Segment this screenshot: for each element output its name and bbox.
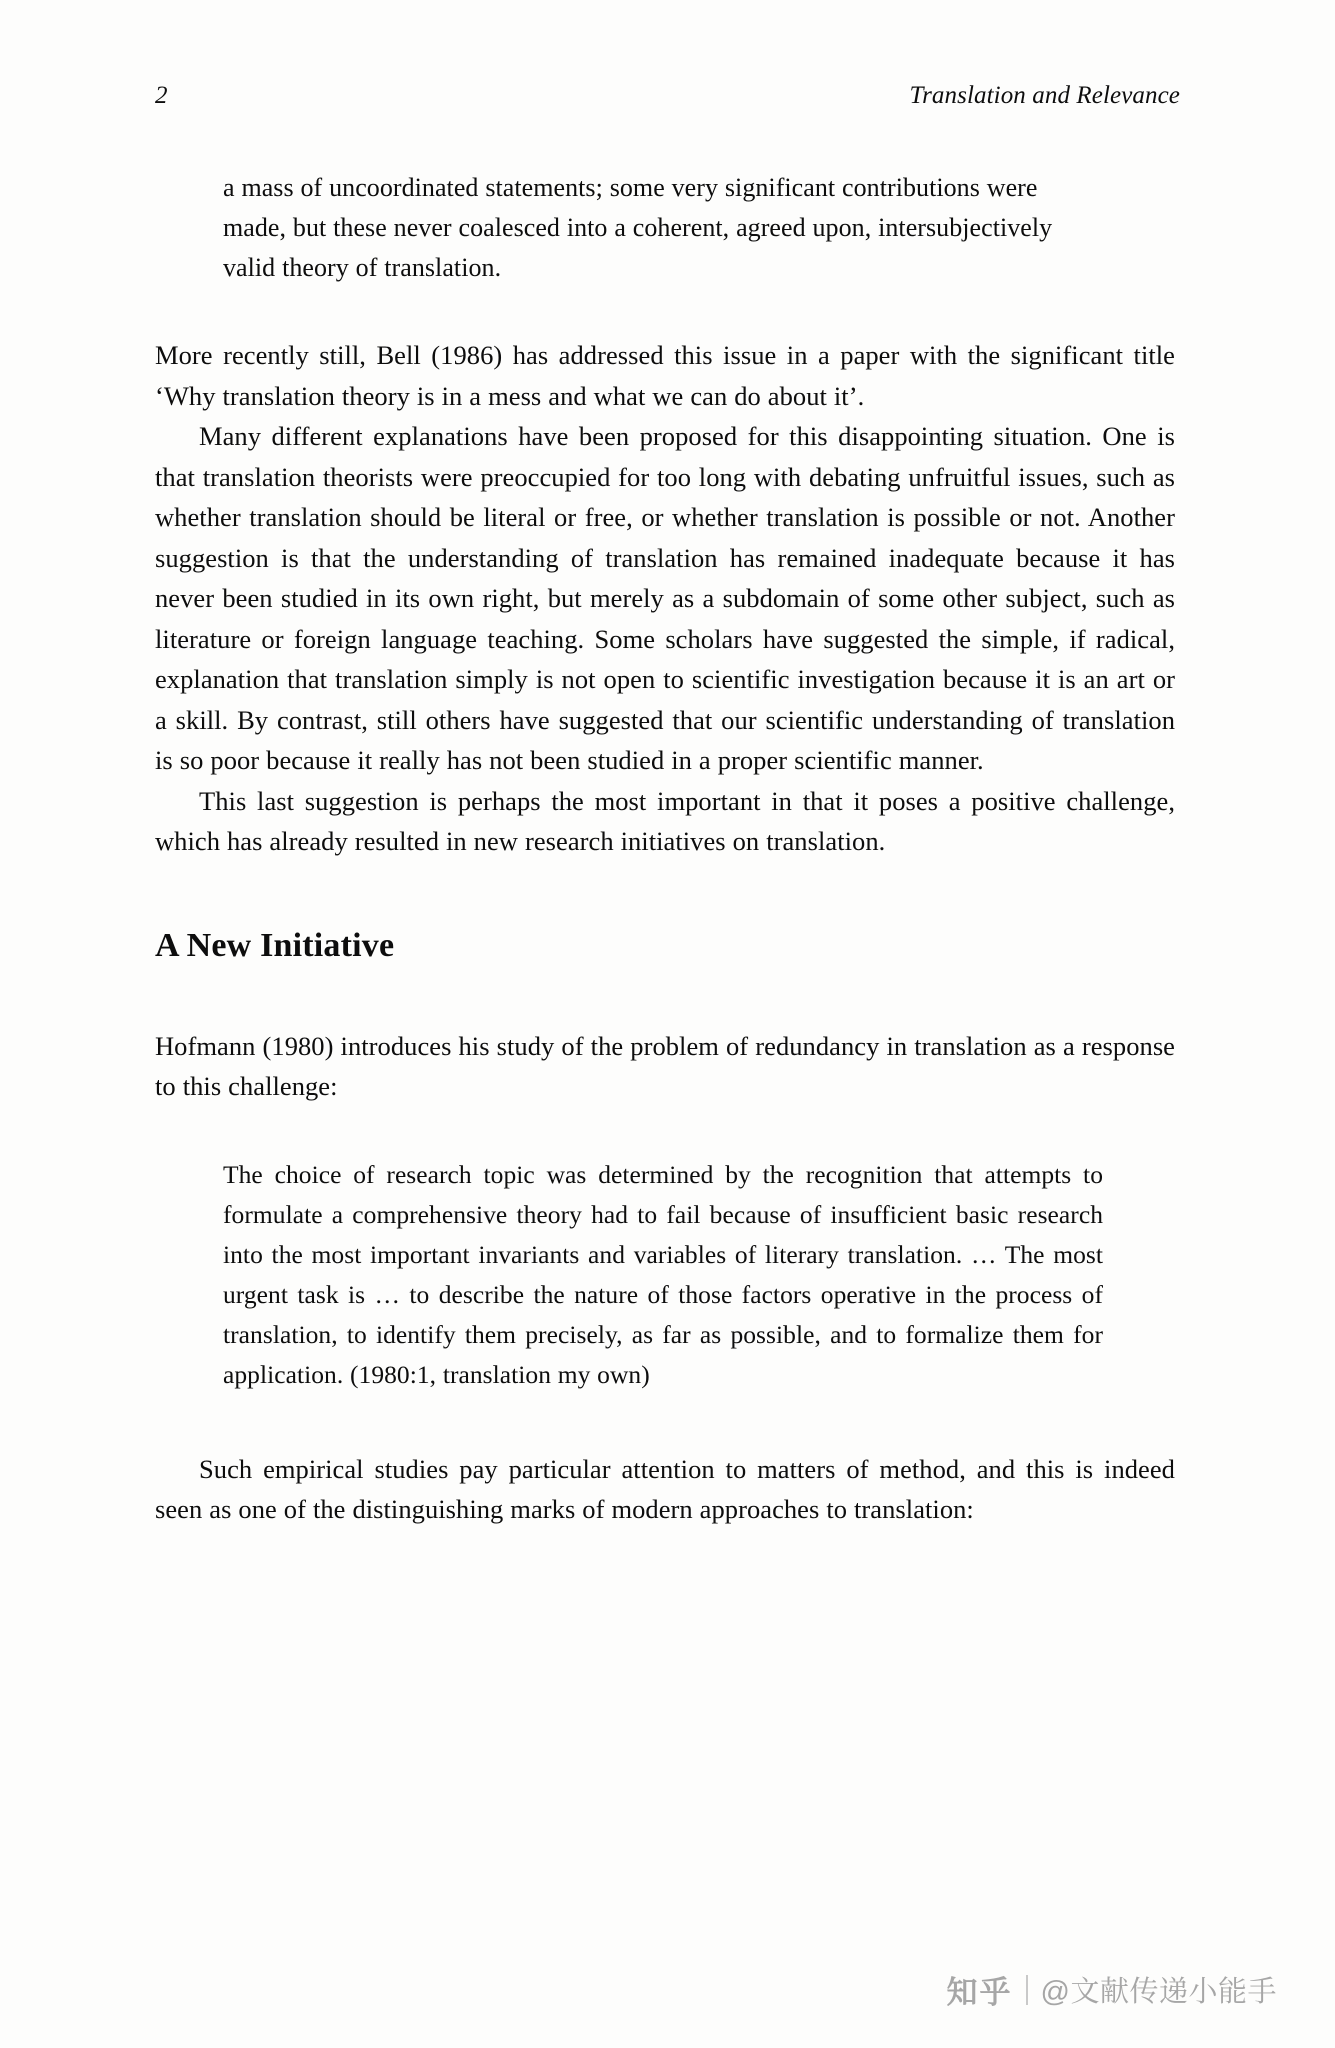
watermark xyxy=(947,1967,1277,2012)
quote-spacer-bottom xyxy=(155,1395,1175,1449)
carryover-paragraph: a mass of uncoordinated statements; some very significant contributions were made, but these never coalesced into a coherent, agreed upon, intersubjectively valid theory of translation. xyxy=(223,173,1053,282)
paragraph-hofmann-intro: Hofmann (1980) introduces his study of the problem of redundancy in translation as a response to this challenge: xyxy=(155,1030,1175,1101)
paragraph-spacer xyxy=(155,288,1175,335)
paragraph-last-suggestion: This last suggestion is perhaps the most important in that it poses a positive challenge, which has already resulted in new research initiatives on translation. xyxy=(155,785,1175,856)
blockquote-hofmann xyxy=(223,1155,1103,1395)
paragraph-explanations: Many different explanations have been proposed for this disappointing situation. One is that translation theorists were preoccupied for too long with debating unfruitful issues, such as whether translation should be literal or free, or whether translation is possible or not. Another suggestion is that the understanding of translation has remained inadequate because it has never been studied in its own right, but merely as a subdomain of some other subject, such as literature or foreign language teaching. Some scholars have suggested the simple, if radical, explanation that translation simply is not open to scientific investigation because it is an art or a skill. By contrast, still others have suggested that our scientific understanding of translation is so poor because it really has not been studied in a proper scientific manner. xyxy=(155,421,1175,775)
zhihu-logo: 知乎 xyxy=(946,1975,1013,2010)
running-head xyxy=(155,82,1180,116)
section-heading-a-new-initiative: A New Initiative xyxy=(155,926,395,964)
quote-spacer-top xyxy=(155,1107,1175,1155)
watermark-handle: @文献传递小能手 xyxy=(1040,1976,1277,2008)
paragraph-bell: More recently still, Bell (1986) has addressed this issue in a paper with the significant title ‘Why translation theory is in a mess and what we can do about it’. xyxy=(155,340,1175,411)
paragraph-empirical-studies: Such empirical studies pay particular attention to matters of method, and this is indeed seen as one of the distinguishing marks of modern approaches to translation: xyxy=(155,1453,1175,1524)
page-number: 2 xyxy=(155,82,168,109)
watermark-divider xyxy=(1026,1975,1028,2005)
heading-spacer-top xyxy=(155,862,1175,924)
blockquote-hofmann-text: The choice of research topic was determined by the recognition that attempts to formulate a comprehensive theory had to fail because of insufficient basic research into the most important invariants and variables of literary translation. … The most urgent task is … to describe the nature of those factors operative in the process of translation, to identify them precisely, as far as possible, and to formalize them for application. (1980:1, translation my own) xyxy=(223,1159,1103,1389)
heading-spacer-bottom xyxy=(155,968,1175,1026)
running-head-title: Translation and Relevance xyxy=(909,82,1180,109)
text-column xyxy=(155,168,1175,1530)
